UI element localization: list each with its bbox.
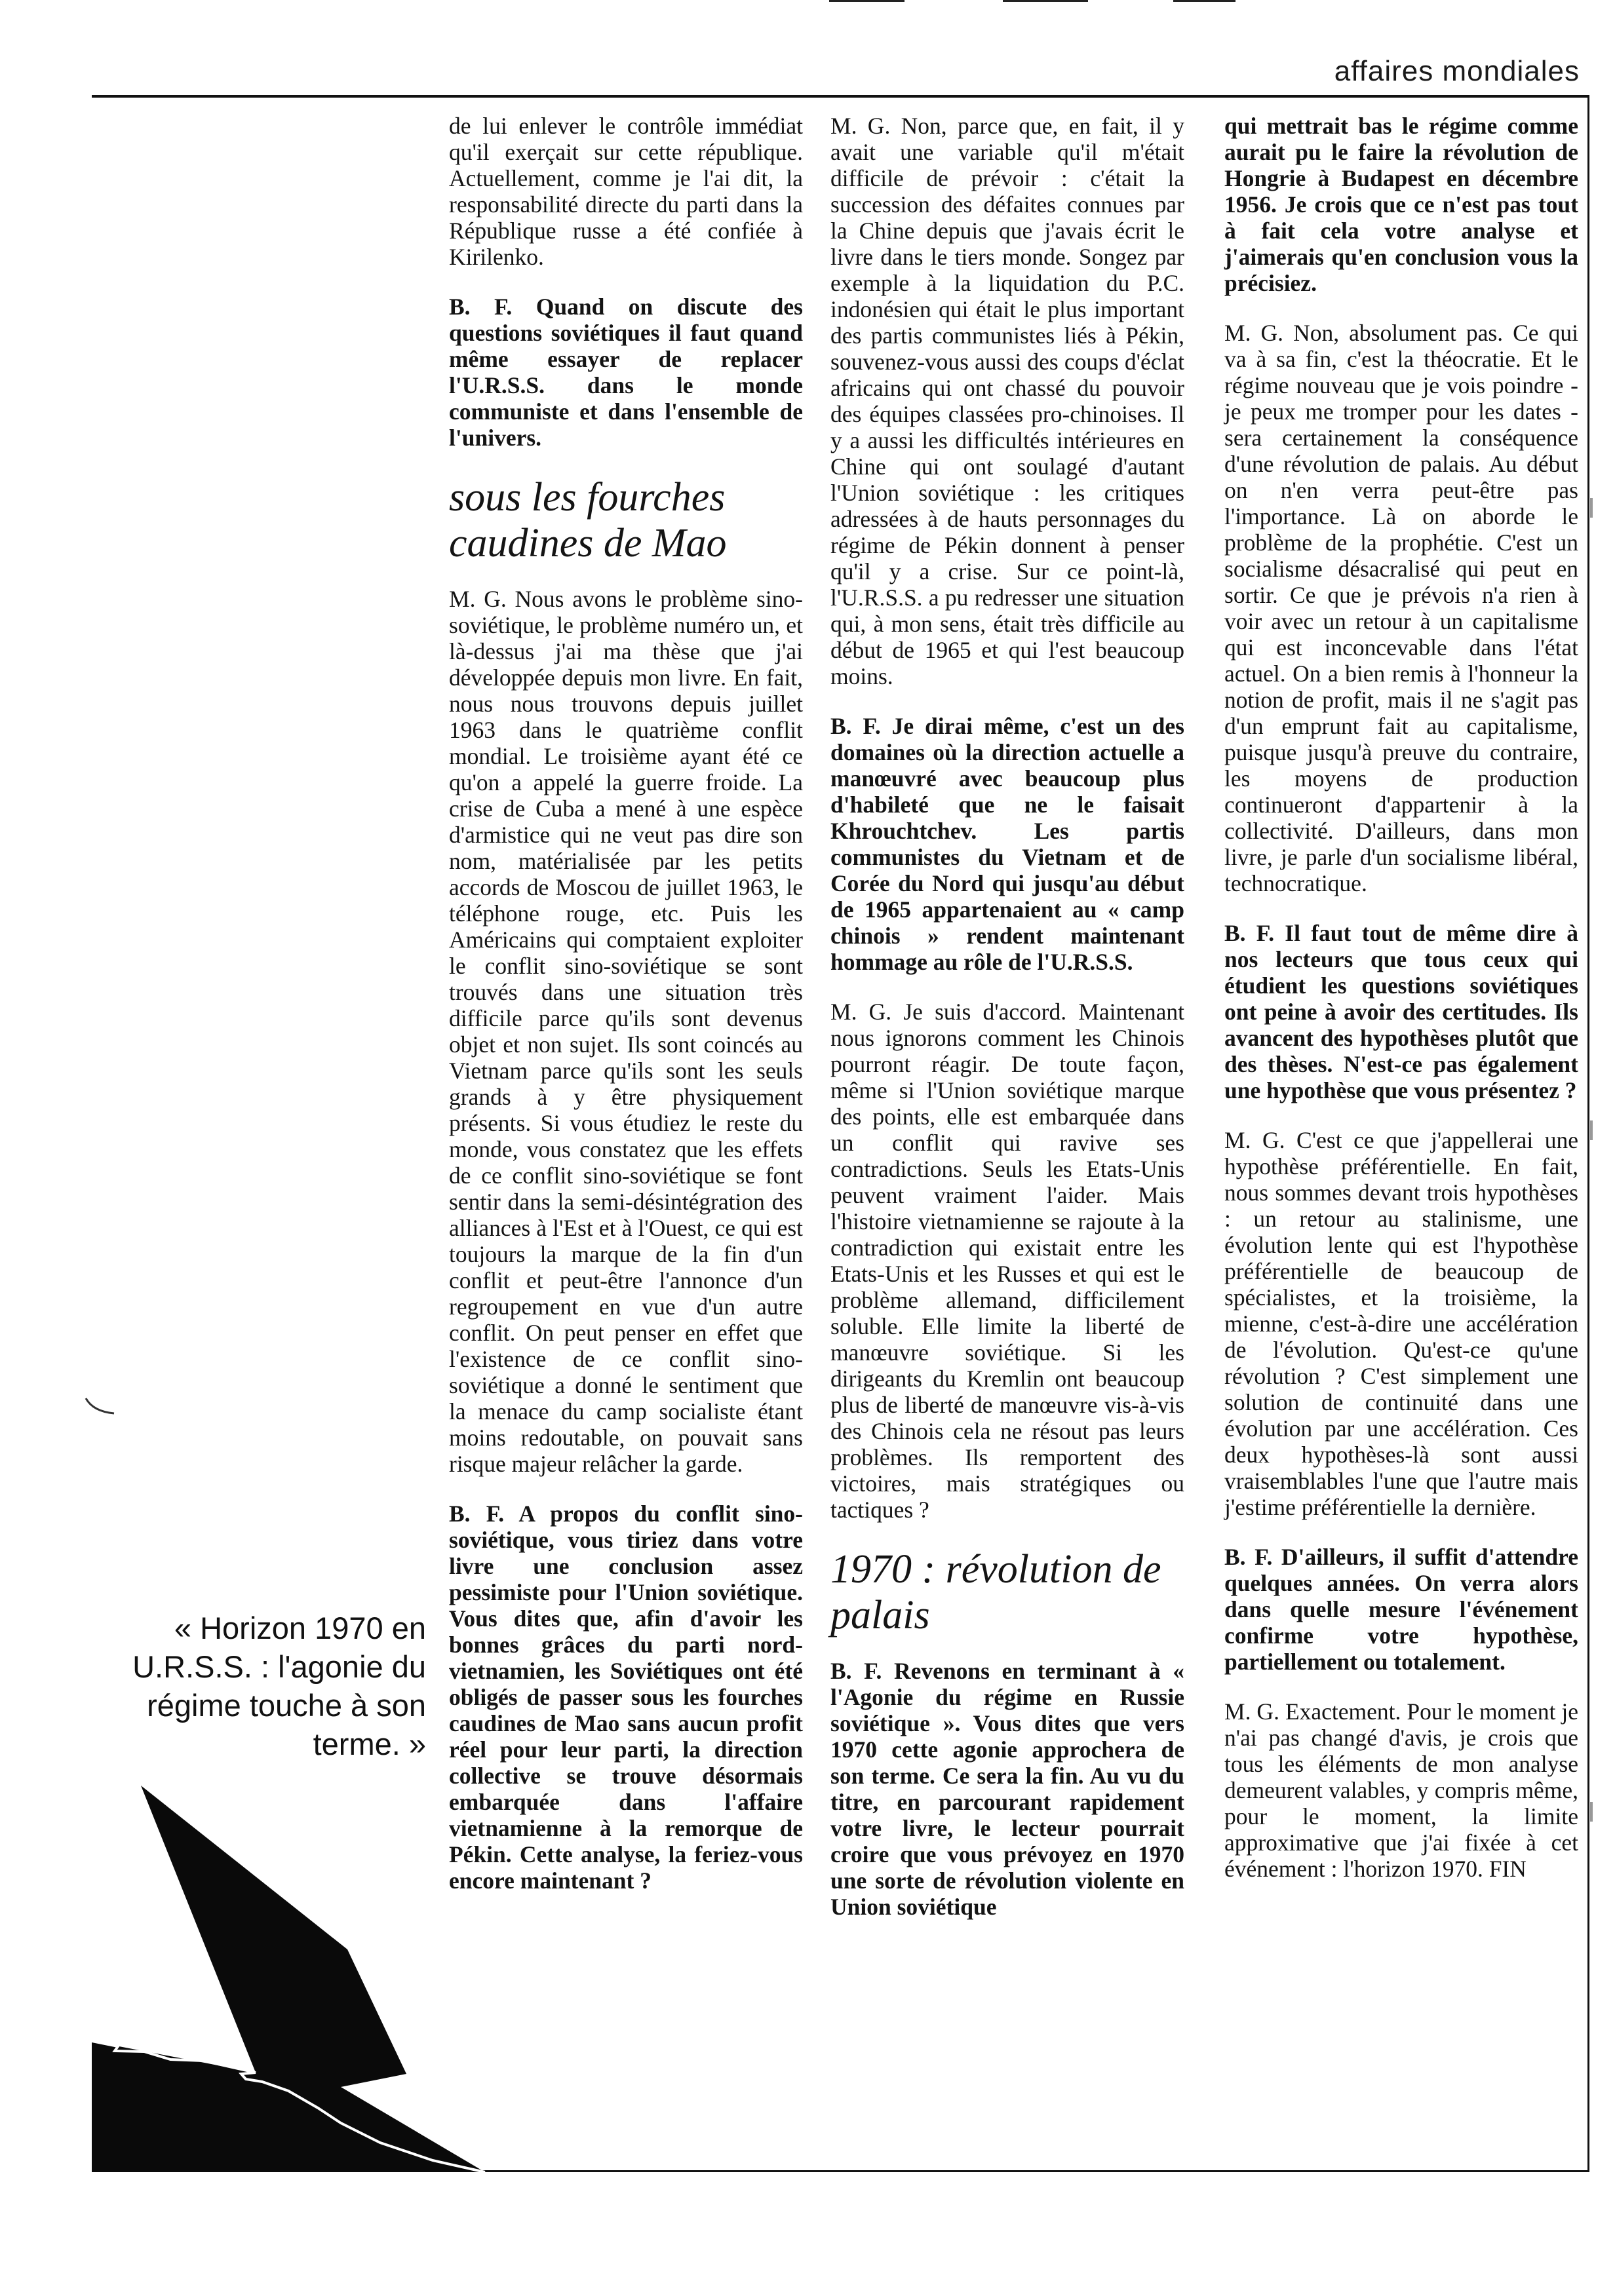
text-column-3 [1224,113,1578,1882]
top-rule-left [829,0,905,2]
interviewer-question: B. F. D'ailleurs, il suffit d'attendre quelques années. On verra alors dans quelle mesure l'événement confirme votre hypothèse, partiellement ou totalement. [1224,1544,1578,1675]
margin-mark [1590,498,1593,518]
top-rule-right [1173,0,1236,2]
top-rule-middle [1003,0,1088,2]
text-column-1 [449,113,803,1894]
margin-tick-mark [84,1396,117,1415]
margin-mark [1590,1120,1593,1140]
interviewer-question: B. F. Il faut tout de même dire à nos lecteurs que tous ceux qui étudient les questions soviétiques ont peine à avoir des certitudes. Ils avancent des hypothèses plutôt que des thèses. N'est-ce pas également une hypothèse que vous présentez ? [1224,920,1578,1103]
answer-paragraph: M. G. Non, parce que, en fait, il y avait une variable qu'il m'était difficile de prévoir : c'était la succession des défaites connues par la Chine depuis que j'avais écrit le livre dans le tiers monde. Songez par exemple à la liquidation du P.C. indonésien qui était le plus important des partis communistes liés à Pékin, souvenez-vous aussi des coups d'éclat africains qui ont chassé du pouvoir des équipes classées pro-chinoises. Il y a aussi les difficultés intérieures en Chine qui ont soulagé d'autant l'Union soviétique : les critiques adressées à de hauts personnages du régime de Pékin donnent à penser qu'il y a crise. Sur ce point-là, l'U.R.S.S. a pu redresser une situation qui, à mon sens, était très difficile au début de 1965 et qui l'est beaucoup moins. [830,113,1184,689]
text-column-2 [830,113,1184,1920]
answer-paragraph: M. G. Nous avons le problème sino-soviétique, le problème numéro un, et là-dessus j'ai ma thèse que j'ai développée depuis mon livre. En fait, nous nous trouvons depuis juillet 1963 dans le quatrième conflit mondial. Le troisième ayant été ce qu'on a appelé la guerre froide. La crise de Cuba a mené à une espèce d'armistice qui ne veut pas dire son nom, matérialisée par les petits accords de Moscou de juillet 1963, le téléphone rouge, etc. Puis les Américains qui comptaient exploiter le conflit sino-soviétique se sont trouvés dans une situation très difficile parce qu'ils sont devenus objet et non sujet. Ils sont coincés au Vietnam parce qu'ils sont les seuls grands à y être physiquement présents. Si vous étudiez le reste du monde, vous constatez que les effets de ce conflit sino-soviétique se font sentir dans la semi-désintégration des alliances à l'Est et à l'Ouest, ce qui est toujours la marque de la fin d'un conflit et peut-être l'annonce d'un regroupement en vue d'un autre conflit. On peut penser en effet que l'existence de ce conflit sino-soviétique a donné le sentiment que la menace du camp socialiste étant moins redoutable, on pouvait sans risque majeur relâcher la garde. [449,586,803,1477]
answer-paragraph: M. G. Je suis d'accord. Maintenant nous ignorons comment les Chinois pourront réagir. De toute façon, même si l'Union soviétique marque des points, elle est embarquée dans un conflit qui ravive ses contradictions. Seuls les Etats-Unis peuvent vraiment l'aider. Mais l'histoire vietnamienne se rajoute à la contradiction qui existait entre les Etats-Unis et les Russes et qui est le problème allemand, difficilement soluble. Elle limite la liberté de manœuvre soviétique. Si les dirigeants du Kremlin ont beaucoup plus de liberté de manœuvre vis-à-vis des Chinois cela ne résout pas leurs problèmes. Ils remportent des victoires, mais stratégiques ou tactiques ? [830,999,1184,1523]
star-shape [92,1786,485,2172]
margin-mark [1590,1802,1593,1822]
section-heading: sous les fourches caudines de Mao [449,475,727,565]
section-heading: 1970 : révolution de palais [830,1547,1161,1637]
interviewer-question: B. F. A propos du conflit sino-soviétique, vous tiriez dans votre livre une conclusion assez pessimiste pour l'Union soviétique. Vous dites que, afin d'avoir les bonnes grâces du parti nord-vietnamien, les Soviétiques ont été obligés de passer sous les fourches caudines de Mao sans aucun profit réel pour leur parti, la direction collective se trouve désormais embarquée dans l'affaire vietnamienne à la remorque de Pékin. Cette analyse, la feriez-vous encore maintenant ? [449,1501,803,1894]
section-header: affaires mondiales [1334,55,1580,87]
answer-paragraph: de lui enlever le contrôle immédiat qu'il exerçait sur cette république. Actuellement, comme je l'ai dit, la responsabilité directe du parti dans la République russe a été confiée à Kirilenko. [449,113,803,270]
interviewer-question: B. F. Quand on discute des questions soviétiques il faut quand même essayer de replacer l'U.R.S.S. dans le monde communiste et dans l'ensemble de l'univers. [449,294,803,451]
pull-quote: « Horizon 1970 en U.R.S.S. : l'agonie du régime touche à son terme. » [132,1611,426,1761]
answer-paragraph: M. G. Exactement. Pour le moment je n'ai pas changé d'avis, je crois que tous les éléments de mon analyse demeurent valables, y compris même, pour le moment, la limite approximative que j'ai fixée à cet événement : l'horizon 1970. FIN [1224,1698,1578,1882]
interviewer-question: B. F. Je dirai même, c'est un des domaines où la direction actuelle a manœuvré avec beaucoup plus d'habileté que ne le faisait Khrouchtchev. Les partis communistes du Vietnam et de Corée du Nord qui jusqu'au début de 1965 appartenaient au « camp chinois » rendent maintenant hommage au rôle de l'U.R.S.S. [830,713,1184,975]
answer-paragraph: M. G. Non, absolument pas. Ce qui va à sa fin, c'est la théocratie. Et le régime nouveau que je vois poindre - je peux me tromper pour les dates - sera certainement la conséquence d'une révolution de palais. Au début on n'en verra peut-être pas l'importance. Là on aborde le problème de la prophétie. C'est un socialisme désacralisé qui peut en sortir. Ce que je prévois n'a rien à voir avec un retour à un capitalisme qui est inconcevable dans l'état actuel. On a bien remis à l'honneur la notion de profit, mais il ne s'agit pas d'un emprunt fait au capitalisme, puisque jusqu'à preuve du contraire, les moyens de production continueront d'appartenir à la collectivité. D'ailleurs, dans mon livre, je parle d'un socialisme libéral, technocratique. [1224,320,1578,896]
interviewer-question: B. F. Revenons en terminant à « l'Agonie du régime en Russie soviétique ». Vous dites que vers 1970 cette agonie approchera de son terme. Ce sera la fin. Au vu du titre, en parcourant rapidement votre livre, le lecteur pourrait croire que vous prévoyez en 1970 une sorte de révolution violente en Union soviétique [830,1658,1184,1920]
answer-paragraph: M. G. C'est ce que j'appellerai une hypothèse préférentielle. En fait, nous sommes devant trois hypothèses : un retour au stalinisme, une évolution lente qui est l'hypothèse préférentielle de beaucoup de spécialistes, et la troisième, la mienne, c'est-à-dire une accélération de l'évolution. Qu'est-ce qu'une révolution ? C'est simplement une solution de continuité dans une évolution par une accélération. Ces deux hypothèses-là sont aussi vraisemblables l'une que l'autre mais j'estime préférentielle la dernière. [1224,1127,1578,1520]
interviewer-question: qui mettrait bas le régime comme aurait pu le faire la révolution de Hongrie à Budapest en décembre 1956. Je crois que ce n'est pas tout à fait cela votre analyse et j'aimerais qu'en conclusion vous la précisiez. [1224,113,1578,296]
